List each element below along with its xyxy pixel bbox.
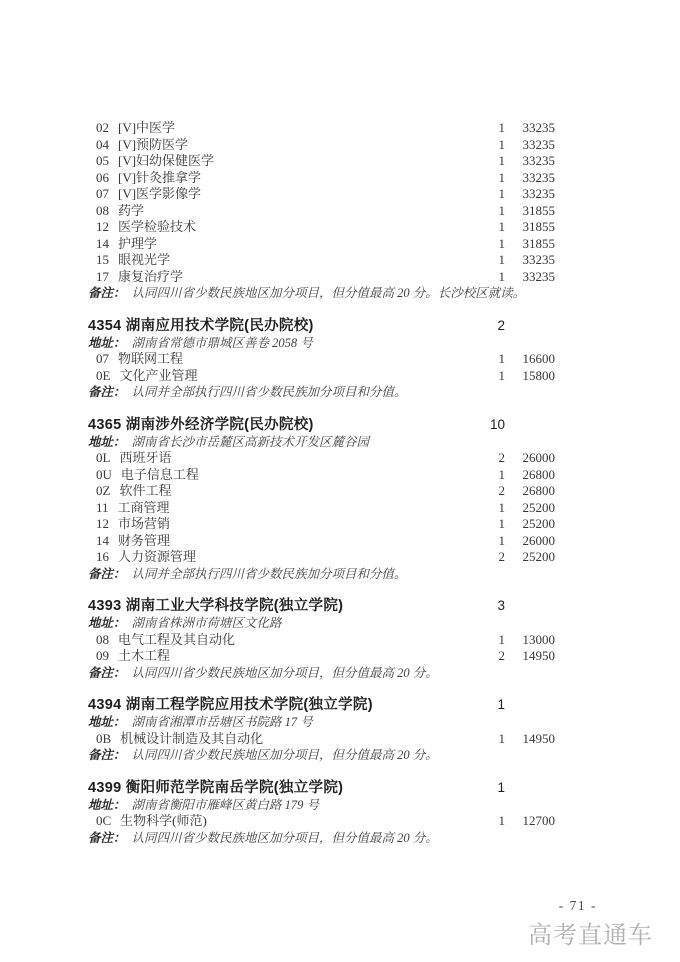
program-row [0, 467, 680, 484]
program-code: 02 [96, 120, 109, 135]
program-code: 12 [96, 219, 109, 234]
program-row [0, 186, 680, 203]
program-name: 机械设计制造及其自动化 [120, 730, 264, 746]
program-row [0, 153, 680, 170]
program-code: 08 [96, 631, 109, 647]
program-plan-count: 1 [498, 516, 505, 531]
address-label: 地址： [88, 335, 126, 350]
institution-block [0, 120, 680, 302]
program-plan-count: 1 [498, 235, 505, 251]
note-label: 备注： [88, 286, 126, 300]
program-row [0, 252, 680, 269]
program-plan-count: 1 [498, 169, 505, 185]
institution-header-row [0, 696, 680, 714]
institution-title: 4393 湖南工业大学科技学院(独立学院) [88, 598, 344, 614]
institution-plan-count: 3 [497, 598, 505, 613]
institution-header-row [0, 779, 680, 797]
program-row [0, 549, 680, 566]
program-name: 护理学 [118, 235, 158, 251]
note-label: 备注： [88, 385, 126, 399]
address-label: 地址： [88, 797, 126, 812]
program-fee: 15800 [522, 367, 555, 383]
program-name: 物联网工程 [118, 351, 184, 366]
note-row [0, 566, 680, 583]
institution-block [0, 416, 680, 583]
program-fee: 26000 [522, 532, 555, 548]
program-fee: 12700 [522, 813, 555, 828]
program-row [0, 483, 680, 500]
note-text: 认同并全部执行四川省少数民族加分项目和分值。 [131, 566, 407, 581]
program-row [0, 120, 680, 137]
institution-address: 湖南省常德市鼎城区善卷 2058 号 [131, 335, 313, 350]
institution-block [0, 597, 680, 681]
address-row [0, 434, 680, 451]
note-row [0, 285, 680, 302]
program-fee: 31855 [522, 235, 555, 251]
program-row [0, 813, 680, 830]
program-plan-count: 2 [498, 483, 505, 498]
program-fee: 31855 [522, 202, 555, 218]
address-row [0, 615, 680, 632]
program-plan-count: 2 [498, 450, 505, 465]
page-footer [0, 898, 680, 950]
program-code: 14 [96, 532, 109, 548]
program-name: 电子信息工程 [120, 466, 199, 482]
address-row [0, 335, 680, 352]
program-code: 17 [96, 268, 109, 284]
note-row [0, 665, 680, 682]
address-row [0, 714, 680, 731]
institution-address: 湖南省株洲市荷塘区文化路 [131, 616, 282, 630]
program-fee: 25200 [522, 499, 555, 515]
program-name: [V]医学影像学 [118, 186, 202, 201]
program-row [0, 269, 680, 286]
program-name: 土木工程 [118, 648, 171, 663]
program-name: [V]针灸推拿学 [118, 169, 202, 185]
program-code: 0B [96, 730, 112, 746]
institution-title: 4394 湖南工程学院应用技术学院(独立学院) [88, 697, 373, 713]
address-label: 地址： [88, 715, 126, 729]
program-plan-count: 1 [498, 120, 505, 135]
program-fee: 33235 [522, 120, 555, 135]
program-name: 工商管理 [117, 499, 170, 515]
program-plan-count: 1 [498, 268, 505, 284]
program-code: 15 [96, 252, 109, 267]
program-fee: 25200 [522, 549, 555, 564]
program-row [0, 351, 680, 368]
institution-plan-count: 1 [497, 779, 505, 795]
program-plan-count: 1 [498, 499, 505, 515]
address-row [0, 797, 680, 814]
program-fee: 13000 [522, 631, 555, 647]
institution-header-row [0, 597, 680, 615]
institution-header-row [0, 416, 680, 434]
note-text: 认同四川省少数民族地区加分项目，但分值最高 20 分。 [131, 830, 438, 845]
program-fee: 33235 [522, 136, 555, 152]
program-fee: 33235 [522, 268, 555, 284]
program-row [0, 648, 680, 665]
program-name: 西班牙语 [119, 450, 172, 465]
program-plan-count: 1 [498, 136, 505, 152]
program-code: 07 [96, 351, 109, 366]
program-name: 生物科学(师范) [120, 813, 207, 828]
institution-title: 4399 衡阳师范学院南岳学院(独立学院) [88, 779, 344, 796]
program-row [0, 533, 680, 550]
program-plan-count: 1 [498, 730, 505, 746]
program-name: 康复治疗学 [118, 268, 184, 284]
program-row [0, 500, 680, 517]
program-name: 市场营销 [118, 516, 171, 531]
note-label: 备注： [88, 665, 126, 680]
program-code: 04 [96, 136, 109, 152]
program-name: 人力资源管理 [118, 549, 197, 564]
program-code: 16 [96, 549, 109, 564]
note-row [0, 384, 680, 401]
program-fee: 16600 [522, 351, 555, 366]
program-plan-count: 1 [498, 367, 505, 383]
program-fee: 26000 [522, 450, 555, 465]
program-code: 11 [96, 499, 109, 515]
program-fee: 26800 [522, 483, 555, 498]
program-row [0, 236, 680, 253]
watermark-logo: 高考直通车 [528, 923, 653, 949]
program-code: 14 [96, 235, 109, 251]
program-plan-count: 1 [498, 219, 505, 234]
note-text: 认同四川省少数民族地区加分项目，但分值最高 20 分。 [131, 748, 438, 762]
institution-address: 湖南省长沙市岳麓区高新技术开发区麓谷园 [131, 434, 370, 449]
institution-title: 4365 湖南涉外经济学院(民办院校) [88, 416, 314, 433]
note-text: 认同四川省少数民族地区加分项目，但分值最高 20 分。 [131, 665, 438, 680]
institution-block [0, 317, 680, 401]
institution-block [0, 696, 680, 764]
program-plan-count: 2 [498, 549, 505, 564]
program-row [0, 368, 680, 385]
page-number: - 71 - [558, 898, 597, 913]
institution-title: 4354 湖南应用技术学院(民办院校) [88, 317, 314, 334]
program-code: 0C [96, 813, 112, 828]
program-name: 软件工程 [119, 483, 172, 498]
program-code: 08 [96, 202, 109, 218]
program-row [0, 219, 680, 236]
program-code: 0E [96, 367, 111, 383]
address-label: 地址： [88, 434, 126, 449]
program-fee: 25200 [522, 516, 555, 531]
program-row [0, 203, 680, 220]
program-row [0, 516, 680, 533]
program-fee: 26800 [522, 466, 555, 482]
program-fee: 33235 [522, 186, 555, 201]
program-name: 财务管理 [118, 532, 171, 548]
program-fee: 33235 [522, 252, 555, 267]
program-row [0, 170, 680, 187]
program-name: 眼视光学 [118, 252, 171, 267]
program-code: 09 [96, 648, 109, 663]
note-text: 认同并全部执行四川省少数民族加分项目和分值。 [131, 385, 407, 399]
institution-list [0, 120, 680, 846]
program-code: 05 [96, 153, 109, 168]
institution-plan-count: 1 [497, 697, 505, 712]
program-plan-count: 1 [498, 532, 505, 548]
program-row [0, 450, 680, 467]
note-label: 备注： [88, 566, 126, 581]
program-plan-count: 2 [498, 648, 505, 663]
program-code: 0U [96, 466, 112, 482]
note-row [0, 830, 680, 847]
institution-header-row [0, 317, 680, 335]
program-plan-count: 1 [498, 186, 505, 201]
program-fee: 14950 [522, 730, 555, 746]
program-fee: 14950 [522, 648, 555, 663]
program-code: 07 [96, 186, 109, 201]
program-name: [V]预防医学 [118, 136, 189, 152]
institution-address: 湖南省衡阳市雁峰区黄白路 179 号 [131, 797, 320, 812]
program-fee: 31855 [522, 219, 555, 234]
program-name: [V]中医学 [118, 120, 176, 135]
program-name: 药学 [118, 202, 145, 218]
program-plan-count: 1 [498, 631, 505, 647]
institution-address: 湖南省湘潭市岳塘区书院路 17 号 [131, 715, 313, 729]
program-code: 06 [96, 169, 109, 185]
program-name: 电气工程及其自动化 [118, 631, 236, 647]
program-name: 医学检验技术 [118, 219, 197, 234]
program-fee: 33235 [522, 169, 555, 185]
program-name: [V]妇幼保健医学 [118, 153, 215, 168]
program-code: 0Z [96, 483, 111, 498]
program-plan-count: 1 [498, 252, 505, 267]
institution-block [0, 779, 680, 847]
program-code: 12 [96, 516, 109, 531]
note-label: 备注： [88, 748, 126, 762]
program-row [0, 632, 680, 649]
note-text: 认同四川省少数民族地区加分项目，但分值最高 20 分。长沙校区就读。 [131, 286, 526, 300]
address-label: 地址： [88, 616, 126, 630]
program-plan-count: 1 [498, 813, 505, 828]
program-name: 文化产业管理 [119, 367, 198, 383]
program-code: 0L [96, 450, 111, 465]
program-plan-count: 1 [498, 466, 505, 482]
program-fee: 33235 [522, 153, 555, 168]
program-plan-count: 1 [498, 351, 505, 366]
note-row [0, 747, 680, 764]
institution-plan-count: 10 [489, 416, 505, 432]
program-row [0, 137, 680, 154]
program-plan-count: 1 [498, 202, 505, 218]
program-plan-count: 1 [498, 153, 505, 168]
institution-plan-count: 2 [497, 317, 505, 333]
note-label: 备注： [88, 830, 126, 845]
program-row [0, 731, 680, 748]
